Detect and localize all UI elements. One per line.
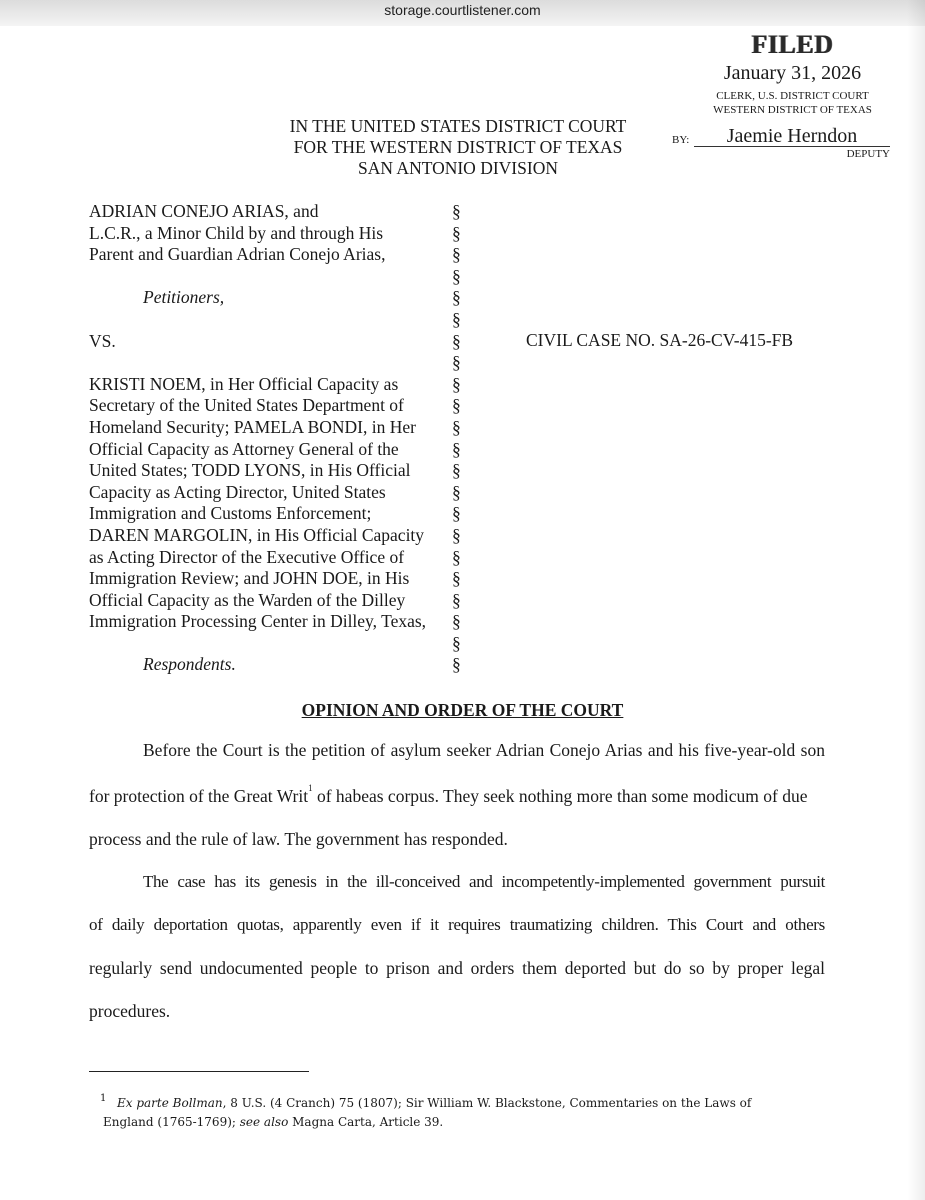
body-text: of habeas corpus. They seek nothing more than some modicum of due [312,786,808,806]
section-symbol: § [452,222,461,243]
caption-line: Parent and Guardian Adrian Conejo Arias, [89,244,386,265]
section-symbol: § [452,481,461,502]
body-line: process and the rule of law. The government has responded. [89,829,508,849]
petitioners-label: Petitioners, [143,287,225,308]
section-symbol: § [452,524,461,545]
body-text: regularly send undocumented people to prison and orders them deported but do so by proper legal [89,958,825,978]
court-heading [248,116,668,179]
opinion-title: OPINION AND ORDER OF THE COURT [301,700,624,720]
footnote-number: 1 [100,1093,107,1104]
caption-line [89,633,449,655]
section-symbol: § [452,330,461,351]
caption-line: Official Capacity as Attorney General of the [89,438,399,459]
body-text: for protection of the Great Writ [89,786,309,806]
caption-line: ADRIAN CONEJO ARIAS, and [89,201,319,221]
section-symbol: § [452,589,461,610]
section-symbol: § [452,352,461,373]
body-text: of daily deportation quotas, apparently even if it requires traumatizing children. This Court and others [89,915,825,934]
court-line-3: SAN ANTONIO DIVISION [358,158,558,178]
body-line [89,958,825,979]
url-text[interactable]: storage.courtlistener.com [384,2,541,18]
body-line: procedures. [89,1001,171,1021]
footnote [100,1093,823,1132]
section-symbol: § [452,568,461,589]
footnote-text: , 8 U.S. (4 Cranch) 75 (1807); Sir William W. Blackstone, Commentaries on the Laws of [222,1096,752,1110]
section-symbol: § [452,373,461,394]
section-symbol: § [452,416,461,437]
section-symbol: § [452,244,461,265]
caption-line: DAREN MARGOLIN, in His Official Capacity [89,524,425,545]
body-text: The case has its genesis in the ill-conceived and incompetently-implemented government pursuit [143,872,825,891]
caption-line: Capacity as Acting Director, United States [89,481,386,502]
by-label: BY: [672,134,690,146]
footnote-line-1 [103,1094,823,1113]
footnote-line-2 [103,1113,823,1132]
deputy-name: Jaemie Herndon [726,125,858,147]
page-edge-shadow [907,0,925,1200]
caption-line: L.C.R., a Minor Child by and through His [89,222,384,243]
section-symbol: § [452,611,461,632]
footnote-rule [89,1071,309,1072]
case-number: CIVIL CASE NO. SA-26-CV-415-FB [526,330,794,350]
deputy-label: DEPUTY [846,148,890,160]
body-line [89,915,825,935]
body-text: Before the Court is the petition of asylum seeker Adrian Conejo Arias and his five-year-old son [143,740,825,760]
section-symbol: § [452,632,461,653]
footnote-text: England (1765-1769); [103,1115,240,1129]
section-symbol: § [452,546,461,567]
caption-line [89,309,449,331]
section-symbol: § [452,265,461,286]
caption-line: Immigration Processing Center in Dilley, Texas, [89,611,427,632]
caption-line: Homeland Security; PAMELA BONDI, in Her [89,416,416,437]
section-symbol: § [452,503,461,524]
filed-date: January 31, 2026 [723,62,862,84]
section-symbol: § [452,438,461,459]
signature-line [694,146,890,147]
caption-line: KRISTI NOEM, in Her Official Capacity as [89,373,399,394]
body-line [143,740,825,761]
footnote-case-name: Ex parte Bollman [117,1096,223,1110]
caption-line: Secretary of the United States Department of [89,395,404,416]
court-line-2: FOR THE WESTERN DISTRICT OF TEXAS [293,137,623,157]
caption-line: Immigration Review; and JOHN DOE, in His [89,568,410,589]
filed-label: FILED [751,30,834,59]
caption-parties [89,201,449,676]
footnote-marker[interactable]: 1 [308,783,313,793]
section-symbol: § [452,395,461,416]
section-symbol: § [452,460,461,481]
caption-line: as Acting Director of the Executive Office of [89,546,405,567]
clerk-line-1: CLERK, U.S. DISTRICT COURT [716,90,869,102]
section-symbol-column [452,201,466,676]
caption-line: United States; TODD LYONS, in His Official [89,460,411,481]
section-symbol: § [452,287,461,308]
court-line-1: IN THE UNITED STATES DISTRICT COURT [289,116,627,136]
section-symbol: § [452,201,461,221]
caption-line [89,266,449,288]
footnote-text: Magna Carta, Article 39. [288,1115,444,1129]
caption-line [89,352,449,374]
versus-label: VS. [89,330,116,351]
body-line [89,783,825,807]
caption-line: Official Capacity as the Warden of the Dilley [89,589,406,610]
footnote-see-also: see also [239,1115,289,1129]
section-symbol: § [452,308,461,329]
caption-line: Immigration and Customs Enforcement; [89,503,372,524]
body-line [143,872,825,892]
section-symbol: § [452,654,461,675]
clerk-line-2: WESTERN DISTRICT OF TEXAS [713,104,872,116]
respondents-label: Respondents. [143,654,236,675]
